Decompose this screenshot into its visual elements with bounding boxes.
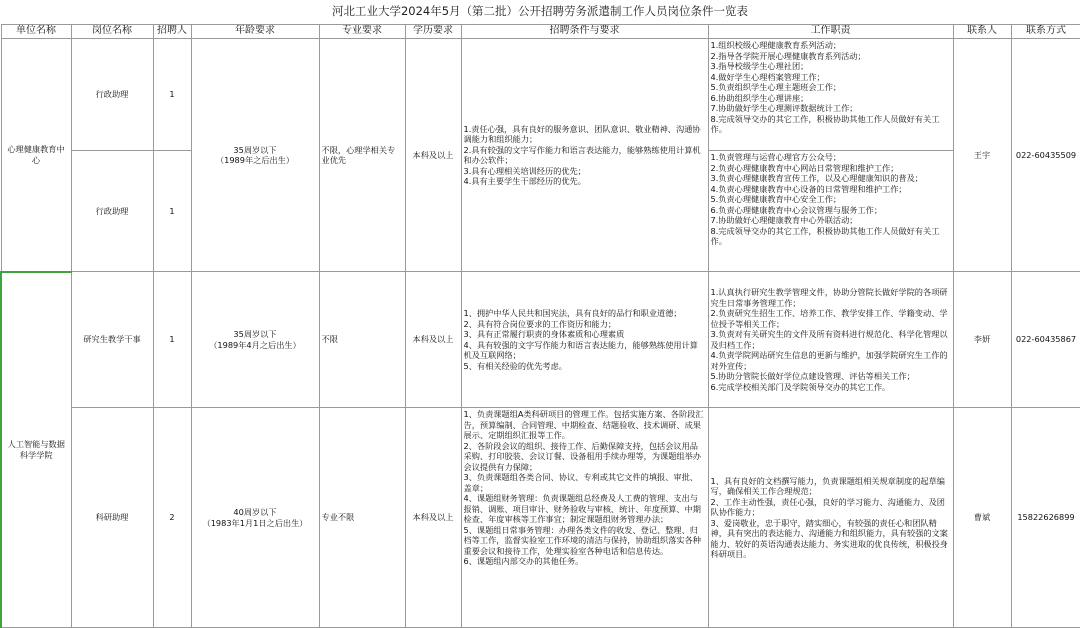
post-name: 行政助理 (71, 151, 153, 272)
hire-count: 2 (153, 408, 191, 628)
header-phone: 联系方式 (1011, 25, 1080, 39)
header-row (1, 25, 1080, 39)
header-unit: 单位名称 (1, 25, 71, 39)
hire-count: 1 (153, 272, 191, 408)
duty-line: 7.协助做好学生心理测评数据统计工作； (710, 103, 858, 113)
age-requirement: 35周岁以下 （1989年之后出生） (191, 39, 319, 272)
table-row (1, 272, 1080, 408)
contact-person: 曹斌 (953, 408, 1011, 628)
duty-line: 1.负责管理与运营心理官方公众号； (710, 152, 842, 162)
duties-cell (708, 39, 953, 151)
age-requirement: 35周岁以下 （1989年4月之后出生） (191, 272, 319, 408)
duty-line: 3、爱岗敬业，忠于职守，踏实细心，有较强的责任心和团队精神，具有突出的表达能力、沟通能力和组织能力，具有较强的文案能力、较好的英语沟通表达能力、务实进取的优良传统，积极投身科研项目。 (710, 517, 948, 559)
hire-count: 1 (153, 39, 191, 151)
condition-line: 1、负责课题组A类科研项目的管理工作。包括实施方案、各阶段汇告，预算编制、合同管理、中期检查、结题验收、技术调研、成果展示、定期组织汇报等工作。 (463, 409, 704, 440)
duty-line: 7.协助做好心理健康教育中心外联活动； (710, 215, 858, 225)
header-education: 学历要求 (405, 25, 461, 39)
condition-line: 6、课题组内部交办的其他任务。 (463, 556, 584, 566)
duty-line: 2.指导各学院开展心理健康教育系列活动； (710, 50, 866, 61)
header-contact: 联系人 (953, 25, 1011, 39)
contact-phone: 022-60435867 (1011, 272, 1080, 408)
duty-line: 2.负责研究生招生工作、培养工作、教学安排工作、学籍变动、学位授予等相关工作； (710, 308, 948, 329)
condition-line: 2.具有较强的文字写作能力和语言表达能力，能够熟练使用计算机和办公软件； (463, 144, 701, 165)
post-name: 科研助理 (71, 408, 153, 628)
condition-line: 1.责任心强，具有良好的服务意识、团队意识、敬业精神、沟通协调能力和组织能力； (463, 123, 701, 144)
condition-line: 3、负责课题组各类合同、协议、专利或其它文件的填报、审批、盖章； (463, 472, 698, 493)
table-row (1, 408, 1080, 628)
hire-count: 1 (153, 151, 191, 272)
contact-phone: 15822626899 (1011, 408, 1080, 628)
major-requirement: 不限 (319, 272, 405, 408)
age-requirement: 40周岁以下 （1983年1月1日之后出生） (191, 408, 319, 628)
condition-line: 3.具有心理相关培训经历的优先； (463, 165, 586, 176)
post-name: 研究生教学干事 (71, 272, 153, 408)
duty-line: 6.协助组织学生心理讲座； (710, 92, 809, 103)
conditions-cell (461, 408, 708, 628)
contact-person: 李妍 (953, 272, 1011, 408)
condition-line: 2、具有符合岗位要求的工作资历和能力； (463, 318, 617, 329)
header-conditions: 招聘条件与要求 (461, 25, 708, 39)
duty-line: 1、具有良好的文档撰写能力，负责课题组相关规章制度的起草编写，确保相关工作合理规范； (710, 475, 945, 496)
condition-line: 5、课题组日常事务管理：办理各类文件的收发、登记、整理、归档等工作，监督实验室工作环境的清洁与保持，协助组织落实各种重要会议和接待工作，处理实验室各种电话和信息传达。 (463, 524, 701, 556)
duties-cell (708, 151, 953, 272)
duty-line: 6.负责心理健康教育中心会议管理与服务工作； (710, 204, 883, 215)
duty-line: 8.完成领导交办的其它工作，积极协助其他工作人员做好有关工作。 (710, 113, 940, 134)
condition-line: 3、具有正常履行职责的身体素质和心理素质 (463, 329, 625, 339)
major-requirement: 专业不限 (319, 408, 405, 628)
duty-line: 1.认真执行研究生教学管理文件，协助分管院长做好学院的各项研究生日常事务管理工作； (710, 287, 948, 308)
duty-line: 5.负责组织学生心理主题班会工作； (710, 82, 842, 92)
positions-table (0, 24, 1080, 628)
education-requirement: 本科及以上 (405, 39, 461, 272)
condition-line: 4、具有较强的文字写作能力和语言表达能力，能够熟练使用计算机及互联网络； (463, 339, 698, 360)
duties-cell (708, 272, 953, 408)
duty-line: 8.完成领导交办的其它工作，积极协助其他工作人员做好有关工作。 (710, 225, 940, 246)
condition-line: 5、有相关经验的优先考虑。 (463, 360, 567, 371)
conditions-cell (461, 39, 708, 272)
header-count: 招聘人 (153, 25, 191, 39)
duty-line: 4.负责学院网站研究生信息的更新与维护，加强学院研究生工作的对外宣传； (710, 350, 948, 371)
header-age: 年龄要求 (191, 25, 319, 39)
post-name: 行政助理 (71, 39, 153, 151)
header-duties: 工作职责 (708, 25, 953, 39)
duty-line: 4.负责心理健康教育中心设备的日常管理和维护工作； (710, 183, 907, 194)
condition-line: 1、拥护中华人民共和国宪法，具有良好的品行和职业道德； (463, 308, 682, 318)
major-requirement: 不限，心理学相关专业优先 (319, 39, 405, 272)
duty-line: 5.负责心理健康教育中心安全工作； (710, 194, 842, 204)
header-major: 专业要求 (319, 25, 405, 39)
header-post: 岗位名称 (71, 25, 153, 39)
duty-line: 2、工作主动性强，责任心强，良好的学习能力、沟通能力、及团队协作能力； (710, 496, 945, 517)
duty-line: 3.指导校级学生心理社团； (710, 61, 809, 71)
condition-line: 2、各阶段会议的组织、接待工作、后勤保障支持，包括会议用品采购、打印胶装、会议订餐、设备租用手续办理等，为课题组举办会议提供有力保障； (463, 440, 701, 472)
duty-line: 5.协助分管院长做好学位点建设管理、评估等相关工作； (710, 371, 915, 381)
duty-line: 6.完成学校相关部门及学院领导交办的其它工作。 (710, 381, 891, 392)
duty-line: 4.做好学生心理档案管理工作； (710, 71, 825, 82)
education-requirement: 本科及以上 (405, 272, 461, 408)
contact-person: 王宇 (953, 39, 1011, 272)
duties-cell (708, 408, 953, 628)
page-title: 河北工业大学2024年5月（第二批）公开招聘劳务派遣制工作人员岗位条件一览表 (331, 4, 749, 18)
duty-line: 3.负责对有关研究生的文件及所有资料进行规范化、科学化管理以及归档工作； (710, 329, 948, 350)
duty-line: 2.负责心理健康教育中心网站日常管理和维护工作； (710, 162, 899, 173)
conditions-cell (461, 272, 708, 408)
unit-name: 心理健康教育中心 (1, 39, 71, 272)
duty-line: 3.负责心理健康教育宣传工作，以及心理健康知识的普及； (710, 173, 923, 183)
contact-phone: 022-60435509 (1011, 39, 1080, 272)
table-row (1, 39, 1080, 151)
duty-line: 1.组织校级心理健康教育系列活动； (710, 40, 842, 50)
condition-line: 4、课题组财务管理：负责课题组总经费及人工费的管理、支出与报销、调账、项目审计、财务验收与审核、统计、年度预算、中期检查、年度审核等工作事宜；制定课题组财务管理办法； (463, 493, 701, 524)
condition-line: 4.具有主要学生干部经历的优先。 (463, 176, 586, 186)
unit-name: 人工智能与数据科学学院 (1, 272, 71, 628)
education-requirement: 本科及以上 (405, 408, 461, 628)
